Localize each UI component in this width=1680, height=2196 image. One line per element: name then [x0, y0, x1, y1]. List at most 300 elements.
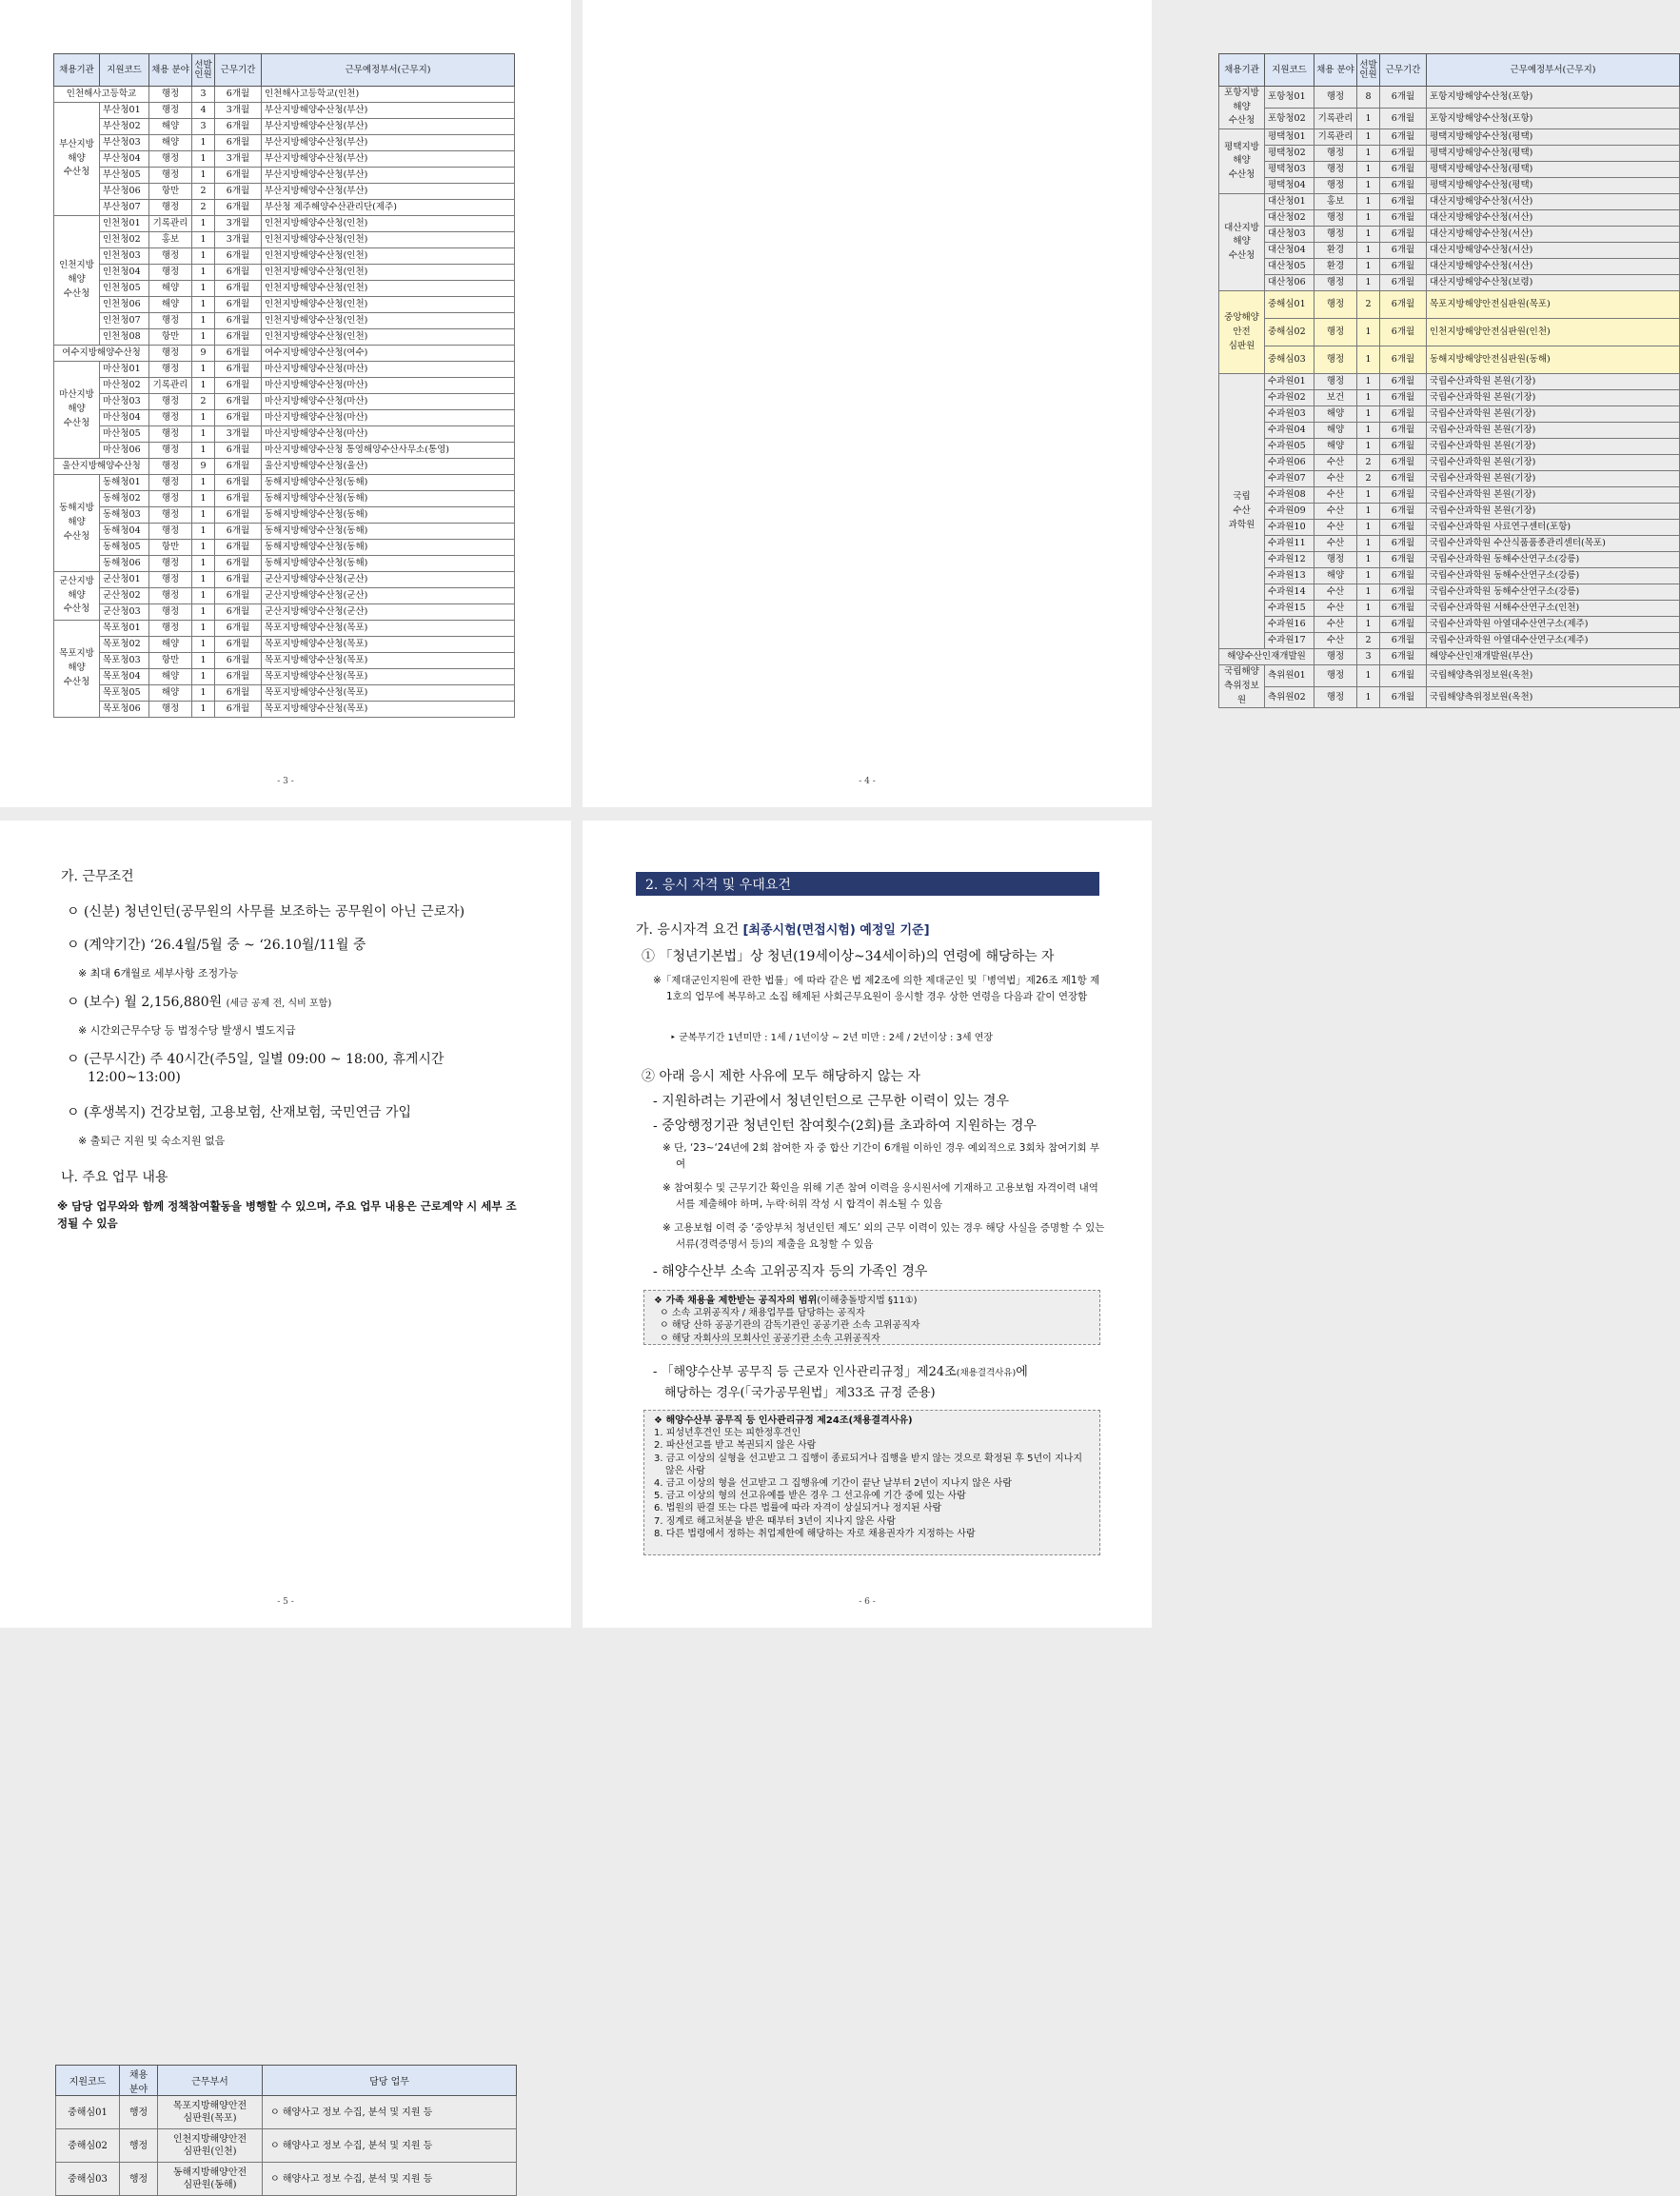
period-cell: 6개월 [1380, 633, 1427, 649]
code-cell: 부산청06 [100, 184, 149, 200]
period-cell: 6개월 [1380, 162, 1427, 178]
department-cell: 국립수산과학원 본원(기장) [1427, 390, 1680, 406]
count-cell: 1 [1357, 686, 1380, 708]
table-row [54, 281, 515, 297]
field-cell: 행정 [149, 524, 192, 540]
disqualification-item: 1. 피성년후견인 또는 피한정후견인 [654, 1428, 801, 1439]
count-cell: 2 [192, 200, 215, 216]
count-cell: 1 [1357, 423, 1380, 439]
org-cell: 평택지방 해양 수산청 [1219, 129, 1265, 194]
code-cell: 인천청05 [100, 281, 149, 297]
field-cell: 행정 [1314, 178, 1357, 194]
criterion-restriction: ② 아래 응시 제한 사유에 모두 해당하지 않는 자 [642, 1069, 921, 1084]
field-cell: 행정 [149, 151, 192, 168]
field-cell: 행정 [149, 265, 192, 281]
count-cell: 1 [1357, 665, 1380, 687]
table-row [1219, 210, 1680, 227]
field-cell: 행정 [120, 2129, 158, 2163]
department-cell: 여수지방해양수산청(여수) [262, 346, 515, 362]
period-cell: 6개월 [215, 459, 262, 475]
count-cell: 1 [192, 151, 215, 168]
department-cell: 목포지방해양수산청(목포) [262, 653, 515, 669]
field-cell: 항만 [149, 653, 192, 669]
table-row [1219, 439, 1680, 455]
field-cell: 행정 [149, 394, 192, 410]
period-cell: 6개월 [1380, 686, 1427, 708]
note-pay: ※ 시간외근무수당 등 법정수당 발생시 별도지급 [78, 1024, 296, 1037]
period-cell: 6개월 [1380, 178, 1427, 194]
column-header: 채용 분야 [120, 2066, 158, 2096]
field-cell: 행정 [149, 556, 192, 572]
code-cell: 중해심01 [1265, 291, 1314, 319]
count-cell: 1 [192, 507, 215, 524]
disqualification-box-title: ❖ 해양수산부 공무직 등 인사관리규정 제24조(채용결격사유) [654, 1415, 913, 1426]
department-cell: 포항지방해양수산청(포항) [1427, 87, 1680, 109]
department-cell: 동해지방해양수산청(동해) [262, 556, 515, 572]
field-cell: 수산 [1314, 584, 1357, 601]
period-cell: 6개월 [1380, 390, 1427, 406]
field-cell: 행정 [149, 362, 192, 378]
table-row [54, 297, 515, 313]
period-cell: 6개월 [215, 329, 262, 346]
count-cell: 1 [1357, 129, 1380, 146]
count-cell: 1 [192, 637, 215, 653]
table-row [54, 459, 515, 475]
table-row [1219, 162, 1680, 178]
department-cell: 부산지방해양수산청(부산) [262, 119, 515, 135]
code-cell: 중해심01 [56, 2096, 120, 2129]
department-cell: 마산지방해양수산청(마산) [262, 426, 515, 443]
disqualification-item: 8. 다른 법령에서 정하는 취업제한에 해당하는 자로 채용권자가 지정하는 사람 [654, 1528, 976, 1539]
field-cell: 항만 [149, 184, 192, 200]
period-cell: 6개월 [215, 135, 262, 151]
count-cell: 1 [192, 653, 215, 669]
table-row [1219, 346, 1680, 374]
page-number: - 6 - [859, 1597, 876, 1607]
code-cell: 대산청01 [1265, 194, 1314, 210]
field-cell: 항만 [149, 329, 192, 346]
count-cell: 1 [1357, 617, 1380, 633]
field-cell: 행정 [1314, 210, 1357, 227]
org-cell: 대산지방 해양 수산청 [1219, 194, 1265, 291]
disqualification-item: 5. 금고 이상의 형의 선고유예를 받은 경우 그 선고유예 기간 중에 있는 사람 [654, 1491, 966, 1502]
period-cell: 6개월 [215, 168, 262, 184]
field-cell: 행정 [149, 426, 192, 443]
period-cell: 6개월 [215, 588, 262, 604]
code-cell: 목포청01 [100, 621, 149, 637]
department-cell: 동해지방해양안전심판원(동해) [1427, 346, 1680, 374]
table-row [1219, 455, 1680, 471]
table-row [54, 540, 515, 556]
table-row [54, 184, 515, 200]
code-cell: 평택청04 [1265, 178, 1314, 194]
table-row [1219, 275, 1680, 291]
duty-notice: ※ 담당 업무와와 함께 정책참여활동을 병행할 수 있으며, 주요 업무 내용은 근로계약 시 세부 조정될 수 있음 [57, 1199, 517, 1231]
table-row [54, 216, 515, 232]
period-cell: 6개월 [1380, 146, 1427, 162]
code-cell: 동해청06 [100, 556, 149, 572]
field-cell: 행정 [1314, 227, 1357, 243]
field-cell: 행정 [1314, 319, 1357, 346]
table-row [54, 637, 515, 653]
code-cell: 수과원01 [1265, 374, 1314, 390]
table-row [1219, 178, 1680, 194]
table-row [54, 426, 515, 443]
column-header: 채용 분야 [149, 54, 192, 87]
count-cell: 3 [192, 119, 215, 135]
table-row [54, 669, 515, 685]
table-row [54, 313, 515, 329]
period-cell: 6개월 [1380, 455, 1427, 471]
item-pay: ㅇ (보수) 월 2,156,880원 (세금 공제 전, 식비 포함) [67, 995, 332, 1010]
field-cell: 행정 [149, 87, 192, 103]
table-row [54, 119, 515, 135]
department-cell: 평택지방해양수산청(평택) [1427, 146, 1680, 162]
field-cell: 수산 [1314, 504, 1357, 520]
department-cell: 동해지방해양수산청(동해) [262, 507, 515, 524]
field-cell: 행정 [149, 248, 192, 265]
item-hours-break: 12:00~13:00) [88, 1070, 181, 1085]
field-cell: 행정 [1314, 346, 1357, 374]
table-row [54, 653, 515, 669]
period-cell: 6개월 [1380, 504, 1427, 520]
code-cell: 목포청02 [100, 637, 149, 653]
department-cell: 인천지방해양수산청(인천) [262, 232, 515, 248]
department-cell: 부산지방해양수산청(부산) [262, 168, 515, 184]
period-cell: 6개월 [215, 524, 262, 540]
table-row [1219, 568, 1680, 584]
department-cell: 대산지방해양수산청(보령) [1427, 275, 1680, 291]
column-header: 선발 인원 [1357, 54, 1380, 87]
code-cell: 인천청06 [100, 297, 149, 313]
code-cell: 인천청08 [100, 329, 149, 346]
field-cell: 행정 [149, 507, 192, 524]
criterion-age: ① 「청년기본법」상 청년(19세이상~34세이하)의 연령에 해당하는 자 [642, 949, 1055, 964]
department-cell: 대산지방해양수산청(서산) [1427, 194, 1680, 210]
table-row [1219, 649, 1680, 665]
count-cell: 1 [1357, 406, 1380, 423]
period-cell: 6개월 [1380, 665, 1427, 687]
code-cell: 마산청04 [100, 410, 149, 426]
count-cell: 1 [192, 378, 215, 394]
table-row [54, 362, 515, 378]
column-header: 지원코드 [1265, 54, 1314, 87]
table-row [1219, 423, 1680, 439]
count-cell: 2 [1357, 455, 1380, 471]
table-row [56, 2096, 517, 2129]
code-cell: 수과원16 [1265, 617, 1314, 633]
department-cell: 목포지방해양안전심판원(목포) [1427, 291, 1680, 319]
disqualification-item: 7. 징계로 해고처분을 받은 때부터 3년이 지나지 않은 사람 [654, 1515, 896, 1527]
field-cell: 해양 [149, 135, 192, 151]
table-row [54, 87, 515, 103]
period-cell: 6개월 [1380, 471, 1427, 487]
table-row [1219, 390, 1680, 406]
restriction-c: - 해양수산부 소속 고위공직자 등의 가족인 경우 [653, 1264, 928, 1279]
code-cell: 대산청04 [1265, 243, 1314, 259]
department-cell: 평택지방해양수산청(평택) [1427, 178, 1680, 194]
period-cell: 6개월 [215, 604, 262, 621]
column-header: 근무부서 [158, 2066, 263, 2096]
table-row [1219, 108, 1680, 129]
period-cell: 6개월 [215, 653, 262, 669]
period-cell: 6개월 [215, 265, 262, 281]
period-cell: 6개월 [215, 410, 262, 426]
field-cell: 수산 [1314, 487, 1357, 504]
table-row [54, 410, 515, 426]
recruitment-table-p4 [1218, 53, 1680, 708]
count-cell: 1 [1357, 346, 1380, 374]
department-cell: 대산지방해양수산청(서산) [1427, 227, 1680, 243]
code-cell: 마산청06 [100, 443, 149, 459]
table-row [1219, 633, 1680, 649]
period-cell: 6개월 [1380, 568, 1427, 584]
count-cell: 1 [192, 588, 215, 604]
field-cell: 행정 [1314, 162, 1357, 178]
count-cell: 1 [1357, 390, 1380, 406]
table-row [54, 588, 515, 604]
department-cell: 인천해사고등학교(인천) [262, 87, 515, 103]
field-cell: 행정 [149, 443, 192, 459]
period-cell: 6개월 [215, 637, 262, 653]
table-row [54, 702, 515, 718]
department-cell: 목포지방해양수산청(목포) [262, 685, 515, 702]
table-row [1219, 129, 1680, 146]
field-cell: 수산 [1314, 601, 1357, 617]
period-cell: 6개월 [1380, 536, 1427, 552]
department-cell: 국립수산과학원 사료연구센터(포항) [1427, 520, 1680, 536]
note-welfare: ※ 출퇴근 지원 및 숙소지원 없음 [78, 1135, 226, 1147]
count-cell: 1 [1357, 194, 1380, 210]
department-cell: 인천지방해양안전 심판원(인천) [158, 2129, 263, 2163]
department-cell: 목포지방해양안전 심판원(목포) [158, 2096, 263, 2129]
count-cell: 1 [1357, 601, 1380, 617]
family-box-item: ㅇ 해당 산하 공공기관의 감독기관인 공공기관 소속 고위공직자 [660, 1320, 920, 1332]
count-cell: 1 [192, 329, 215, 346]
count-cell: 1 [1357, 520, 1380, 536]
count-cell: 1 [1357, 108, 1380, 129]
department-cell: 부산지방해양수산청(부산) [262, 135, 515, 151]
page-number: - 5 - [277, 1597, 294, 1607]
count-cell: 2 [1357, 291, 1380, 319]
org-cell: 포항지방 해양 수산청 [1219, 87, 1265, 129]
table-row [54, 346, 515, 362]
table-row [1219, 665, 1680, 687]
count-cell: 1 [192, 491, 215, 507]
org-cell: 동해지방 해양 수산청 [54, 475, 100, 572]
duty-cell: ㅇ 해양사고 정보 수집, 분석 및 지원 등 [263, 2129, 517, 2163]
field-cell: 해양 [1314, 423, 1357, 439]
field-cell: 행정 [120, 2163, 158, 2196]
department-cell: 인천지방해양수산청(인천) [262, 313, 515, 329]
org-cell: 울산지방해양수산청 [54, 459, 149, 475]
count-cell: 1 [1357, 275, 1380, 291]
code-cell: 수과원04 [1265, 423, 1314, 439]
department-cell: 목포지방해양수산청(목포) [262, 621, 515, 637]
period-cell: 6개월 [1380, 291, 1427, 319]
code-cell: 동해청05 [100, 540, 149, 556]
department-cell: 부산지방해양수산청(부산) [262, 184, 515, 200]
count-cell: 1 [1357, 319, 1380, 346]
field-cell: 행정 [149, 103, 192, 119]
count-cell: 1 [1357, 259, 1380, 275]
period-cell: 6개월 [215, 572, 262, 588]
count-cell: 1 [192, 248, 215, 265]
count-cell: 1 [192, 265, 215, 281]
period-cell: 6개월 [215, 702, 262, 718]
page-number: - 4 - [859, 777, 876, 786]
field-cell: 환경 [1314, 243, 1357, 259]
table-row [54, 475, 515, 491]
department-cell: 마산지방해양수산청(마산) [262, 362, 515, 378]
field-cell: 기록관리 [149, 378, 192, 394]
table-row [1219, 194, 1680, 210]
item-welfare: ㅇ (후생복지) 건강보험, 고용보험, 산재보험, 국민연금 가입 [67, 1105, 412, 1120]
table-row [1219, 617, 1680, 633]
code-cell: 동해청01 [100, 475, 149, 491]
table-row [1219, 227, 1680, 243]
column-header: 선발 인원 [192, 54, 215, 87]
department-cell: 마산지방해양수산청 통영해양수산사무소(통영) [262, 443, 515, 459]
department-cell: 국립수산과학원 본원(기장) [1427, 471, 1680, 487]
count-cell: 1 [192, 475, 215, 491]
period-cell: 6개월 [215, 87, 262, 103]
period-cell: 6개월 [1380, 194, 1427, 210]
field-cell: 행정 [149, 621, 192, 637]
period-cell: 6개월 [1380, 87, 1427, 109]
code-cell: 동해청03 [100, 507, 149, 524]
count-cell: 1 [192, 604, 215, 621]
code-cell: 부산청03 [100, 135, 149, 151]
table-row [1219, 584, 1680, 601]
code-cell: 수과원02 [1265, 390, 1314, 406]
code-cell: 인천청03 [100, 248, 149, 265]
field-cell: 행정 [1314, 665, 1357, 687]
page-4 [583, 0, 1606, 807]
period-cell: 3개월 [215, 103, 262, 119]
family-restriction-box [643, 1290, 1100, 1345]
field-cell: 행정 [1314, 291, 1357, 319]
table-row [54, 200, 515, 216]
org-cell: 여수지방해양수산청 [54, 346, 149, 362]
table-row [1219, 601, 1680, 617]
period-cell: 6개월 [215, 507, 262, 524]
period-cell: 3개월 [215, 151, 262, 168]
period-cell: 3개월 [215, 426, 262, 443]
column-header: 근무기간 [215, 54, 262, 87]
department-cell: 국립해양측위정보원(옥천) [1427, 686, 1680, 708]
table-row [54, 443, 515, 459]
count-cell: 1 [1357, 178, 1380, 194]
department-cell: 마산지방해양수산청(마산) [262, 378, 515, 394]
code-cell: 대산청05 [1265, 259, 1314, 275]
department-cell: 인천지방해양안전심판원(인천) [1427, 319, 1680, 346]
period-cell: 6개월 [1380, 210, 1427, 227]
field-cell: 행정 [149, 200, 192, 216]
department-cell: 군산지방해양수산청(군산) [262, 604, 515, 621]
field-cell: 수산 [1314, 520, 1357, 536]
period-cell: 6개월 [1380, 129, 1427, 146]
period-cell: 6개월 [1380, 649, 1427, 665]
item-contract: ㅇ (계약기간) ‘26.4월/5월 중 ~ ‘26.10월/11월 중 [67, 938, 366, 953]
table-row [54, 491, 515, 507]
field-cell: 보건 [1314, 390, 1357, 406]
department-cell: 부산청 제주해양수산관리단(제주) [262, 200, 515, 216]
field-cell: 수산 [1314, 455, 1357, 471]
period-cell: 6개월 [1380, 423, 1427, 439]
code-cell: 목포청04 [100, 669, 149, 685]
table-row [54, 556, 515, 572]
department-cell: 부산지방해양수산청(부산) [262, 151, 515, 168]
restriction-b: - 중앙행정기관 청년인턴 참여횟수(2회)를 초과하여 지원하는 경우 [653, 1118, 1037, 1134]
code-cell: 수과원07 [1265, 471, 1314, 487]
page-3 [0, 0, 571, 807]
department-cell: 목포지방해양수산청(목포) [262, 669, 515, 685]
table-row [1219, 686, 1680, 708]
period-cell: 6개월 [1380, 406, 1427, 423]
count-cell: 1 [192, 426, 215, 443]
department-cell: 국립수산과학원 본원(기장) [1427, 374, 1680, 390]
table-row [1219, 406, 1680, 423]
count-cell: 1 [192, 540, 215, 556]
disqualification-box [643, 1410, 1100, 1555]
period-cell: 6개월 [1380, 520, 1427, 536]
field-cell: 해양 [1314, 406, 1357, 423]
department-cell: 국립수산과학원 본원(기장) [1427, 504, 1680, 520]
code-cell: 부산청02 [100, 119, 149, 135]
table-row [1219, 146, 1680, 162]
count-cell: 1 [1357, 536, 1380, 552]
field-cell: 수산 [1314, 617, 1357, 633]
count-cell: 1 [192, 685, 215, 702]
disqualification-item: 2. 파산선고를 받고 복권되지 않은 사람 [654, 1440, 817, 1452]
period-cell: 6개월 [1380, 374, 1427, 390]
period-cell: 6개월 [1380, 319, 1427, 346]
code-cell: 수과원13 [1265, 568, 1314, 584]
disqualification-item: 3. 금고 이상의 실형을 선고받고 그 집행이 종료되거나 집행을 받지 않는 것으로 확정된 후 5년이 지나지 않은 사람 [654, 1453, 1082, 1476]
duty-cell: ㅇ 해양사고 정보 수집, 분석 및 지원 등 [263, 2163, 517, 2196]
code-cell: 인천청02 [100, 232, 149, 248]
department-cell: 평택지방해양수산청(평택) [1427, 129, 1680, 146]
department-cell: 동해지방해양수산청(동해) [262, 491, 515, 507]
code-cell: 수과원17 [1265, 633, 1314, 649]
recruitment-table-p3 [53, 53, 515, 718]
period-cell: 6개월 [1380, 108, 1427, 129]
field-cell: 행정 [149, 475, 192, 491]
table-row [1219, 291, 1680, 319]
column-header: 지원코드 [100, 54, 149, 87]
table-row [54, 168, 515, 184]
department-cell: 국립수산과학원 동해수산연구소(강릉) [1427, 552, 1680, 568]
code-cell: 수과원05 [1265, 439, 1314, 455]
code-cell: 수과원09 [1265, 504, 1314, 520]
org-cell: 목포지방 해양 수산청 [54, 621, 100, 718]
department-cell: 평택지방해양수산청(평택) [1427, 162, 1680, 178]
code-cell: 부산청01 [100, 103, 149, 119]
field-cell: 수산 [1314, 536, 1357, 552]
code-cell: 평택청02 [1265, 146, 1314, 162]
field-cell: 행정 [1314, 686, 1357, 708]
count-cell: 1 [1357, 487, 1380, 504]
department-cell: 국립수산과학원 본원(기장) [1427, 406, 1680, 423]
table-row [1219, 319, 1680, 346]
code-cell: 마산청05 [100, 426, 149, 443]
code-cell: 수과원10 [1265, 520, 1314, 536]
page-6 [583, 821, 1152, 1628]
department-cell: 인천지방해양수산청(인천) [262, 329, 515, 346]
department-cell: 국립수산과학원 수산식품품종관리센터(목포) [1427, 536, 1680, 552]
code-cell: 군산청01 [100, 572, 149, 588]
